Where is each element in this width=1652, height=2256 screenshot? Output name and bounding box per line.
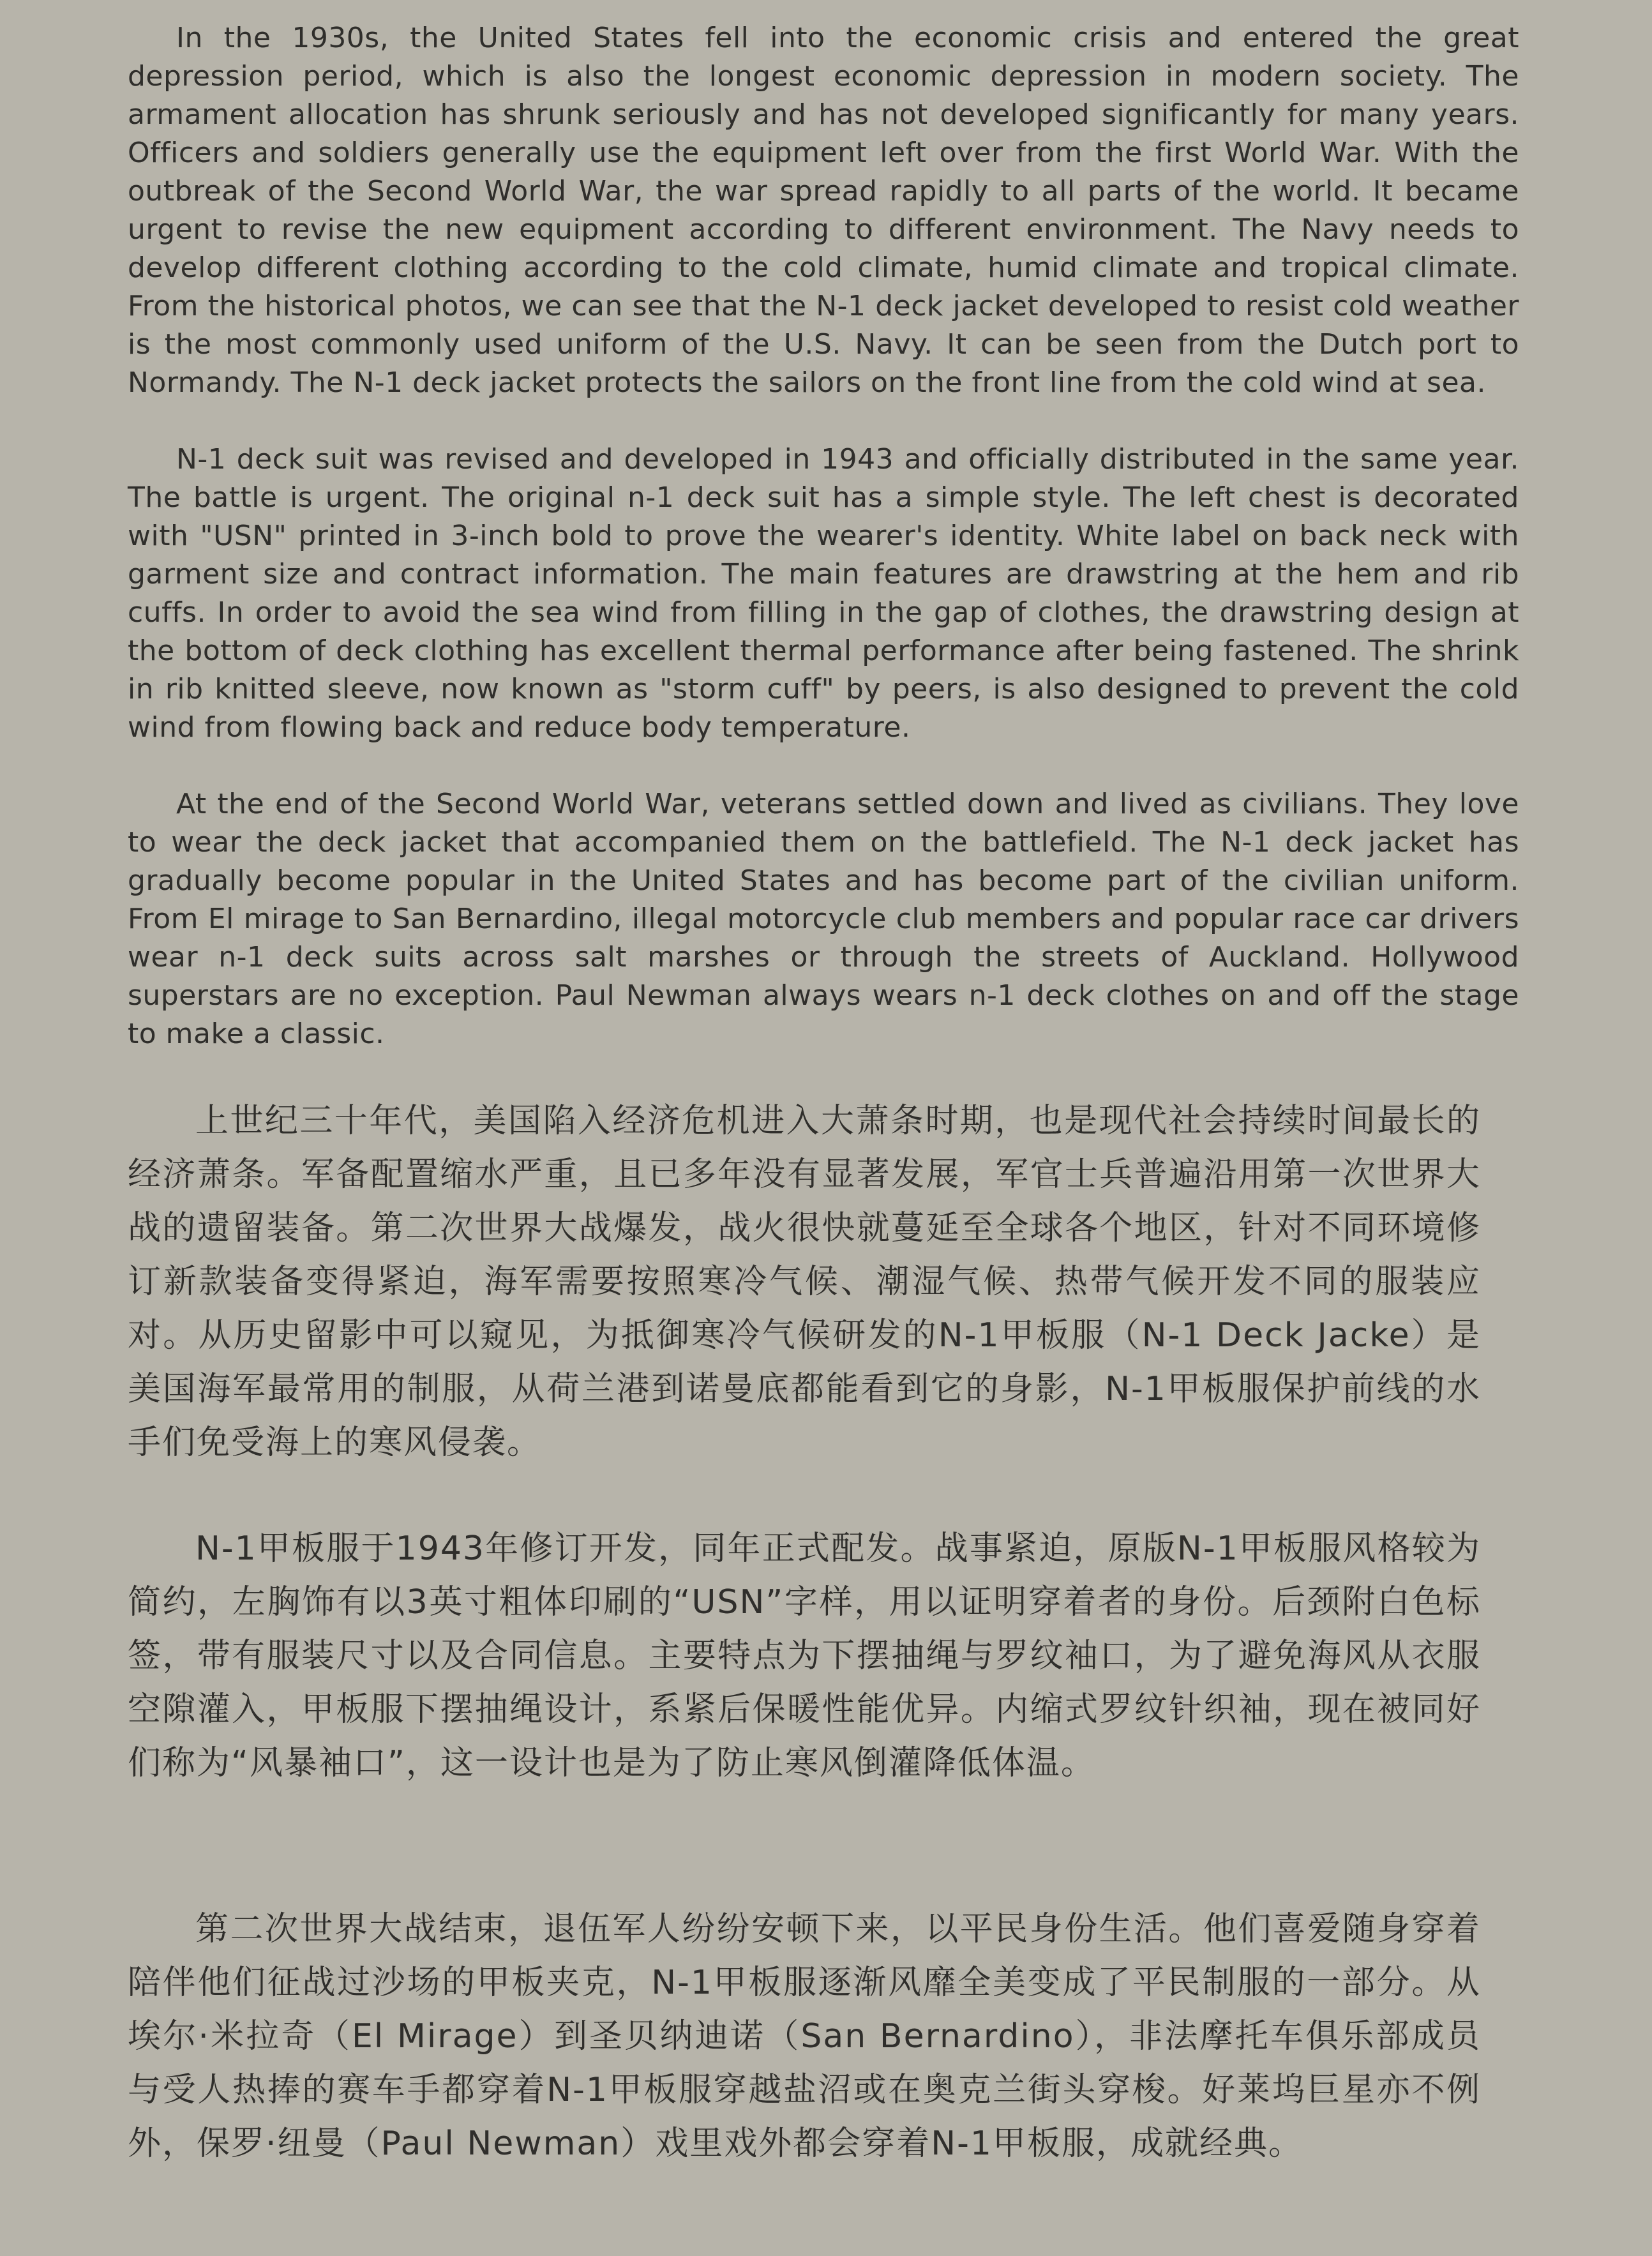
chinese-paragraph-1: 上世纪三十年代，美国陷入经济危机进入大萧条时期，也是现代社会持续时间最长的经济萧条。军备配置缩水严重，且已多年没有显著发展，军官士兵普遍沿用第一次世界大战的遗留装备。第二次世界大战爆发，战火很快就蔓延至全球各个地区，针对不同环境修订新款装备变得紧迫，海军需要按照寒冷气候、潮湿气候、热带气候开发不同的服装应对。从历史留影中可以窥见，为抵御寒冷气候研发的N-1甲板服（N-1 Deck Jacke）是美国海军最常用的制服，从荷兰港到诺曼底都能看到它的身影，N-1甲板服保护前线的水手们免受海上的寒风侵袭。 [128,1102,1481,1462]
chinese-section-2 [128,1522,1481,1790]
english-section-2 [128,440,1519,747]
english-paragraph-1: In the 1930s, the United States fell into the economic crisis and entered the great depression period, which is also the longest economic depression in modern society. The armament allocation has shrunk seriously and has not developed significantly for many years. Officers and soldiers generally use the equipment left over from the first World War. With the outbreak of the Second World War, the war spread rapidly to all parts of the world. It became urgent to revise the new equipment according to different environment. The Navy needs to develop different clothing according to the cold climate, humid climate and tropical climate. From the historical photos, we can see that the N-1 deck jacket developed to resist cold weather is the most commonly used uniform of the U.S. Navy. It can be seen from the Dutch port to Normandy. The N-1 deck jacket protects the sailors on the front line from the cold wind at sea. [128,22,1519,399]
chinese-paragraph-2: N-1甲板服于1943年修订开发，同年正式配发。战事紧迫，原版N-1甲板服风格较为简约，左胸饰有以3英寸粗体印刷的“USN”字样，用以证明穿着者的身份。后颈附白色标签，带有服装尺寸以及合同信息。主要特点为下摆抽绳与罗纹袖口，为了避免海风从衣服空隙灌入，甲板服下摆抽绳设计，系紧后保暖性能优异。内缩式罗纹针织袖，现在被同好们称为“风暴袖口”，这一设计也是为了防止寒风倒灌降低体温。 [128,1530,1481,1782]
english-paragraph-2: N-1 deck suit was revised and developed in 1943 and officially distributed in the same year. The battle is urgent. The original n-1 deck suit has a simple style. The left chest is decorated with "USN" printed in 3-inch bold to prove the wearer's identity. White label on back neck with garment size and contract information. The main features are drawstring at the hem and rib cuffs. In order to avoid the sea wind from filling in the gap of clothes, the drawstring design at the bottom of deck clothing has excellent thermal performance after being fastened. The shrink in rib knitted sleeve, now known as "storm cuff" by peers, is also designed to prevent the cold wind from flowing back and reduce body temperature. [128,443,1519,744]
chinese-section-1 [128,1094,1481,1470]
chinese-section-3 [128,1902,1481,2170]
english-paragraph-3: At the end of the Second World War, veterans settled down and lived as civilians. They love to wear the deck jacket that accompanied them on the battlefield. The N-1 deck jacket has gradually become popular in the United States and has become part of the civilian uniform. From El mirage to San Bernardino, illegal motorcycle club members and popular race car drivers wear n-1 deck suits across salt marshes or through the streets of Auckland. Hollywood superstars are no exception. Paul Newman always wears n-1 deck clothes on and off the stage to make a classic. [128,788,1519,1050]
english-section-1 [128,19,1519,402]
chinese-paragraph-3: 第二次世界大战结束，退伍军人纷纷安顿下来，以平民身份生活。他们喜爱随身穿着陪伴他们征战过沙场的甲板夹克，N-1甲板服逐渐风靡全美变成了平民制服的一部分。从埃尔·米拉奇（El Mirage）到圣贝纳迪诺（San Bernardino），非法摩托车俱乐部成员与受人热捧的赛车手都穿着N-1甲板服穿越盐沼或在奥克兰街头穿梭。好莱坞巨星亦不例外，保罗·纽曼（Paul Newman）戏里戏外都会穿着N-1甲板服，成就经典。 [128,1910,1481,2163]
english-section-3 [128,785,1519,1053]
